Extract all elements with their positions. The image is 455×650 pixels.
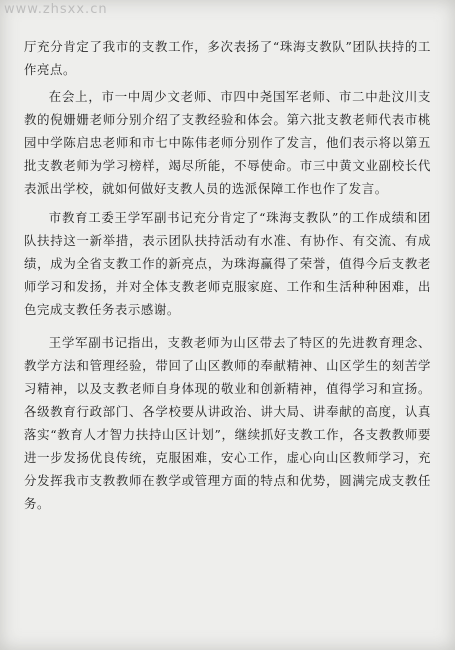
paragraph-continuation: 厅充分肯定了我市的支教工作，多次表扬了“珠海支教队”团队扶持的工作亮点。 [24, 39, 431, 77]
paragraph-meeting: 在会上，市一中周少文老师、市四中尧国军老师、市二中赴汶川支教的倪姗姗老师分别介绍了支教经验和体会。第六批支教老师代表市桃园中学陈启忠老师和市七中陈伟老师分别作了发言，他们表示将以第五批支教老师为学习榜样，竭尽所能，不辱使命。市三中黄文业副校长代表派出学校，就如何做好支教人员的选派保障工作也作了发言。 [24, 89, 431, 196]
watermark-text: www.zhsxx.cn [4, 2, 108, 17]
paragraph-instructions: 王学军副书记指出，支教老师为山区带去了特区的先进教育理念、教学方法和管理经验，带回了山区教师的奉献精神、山区学生的刻苦学习精神，以及支教老师自身体现的敬业和创新精神，值得学习和宣扬。各级教育行政部门、各学校要从讲政治、讲大局、讲奉献的高度，认真落实“教育人才智力扶持山区计划”，继续抓好支教工作，各支教教师要进一步发扬优良传统，克服困难，安心工作，虚心向山区教师学习，充分发挥我市支教教师在教学或管理方面的特点和优势，圆满完成支教任务。 [24, 335, 431, 511]
paragraph-affirmation: 市教育工委王学军副书记充分肯定了“珠海支教队”的工作成绩和团队扶持这一新举措，表示团队扶持活动有水准、有协作、有交流、有成绩，成为全省支教工作的新亮点，为珠海赢得了荣誉，值得今后支教老师学习和发扬，并对全体支教老师克服家庭、工作和生活种种困难，出色完成支教任务表示感谢。 [24, 210, 431, 317]
document-page [24, 35, 431, 517]
